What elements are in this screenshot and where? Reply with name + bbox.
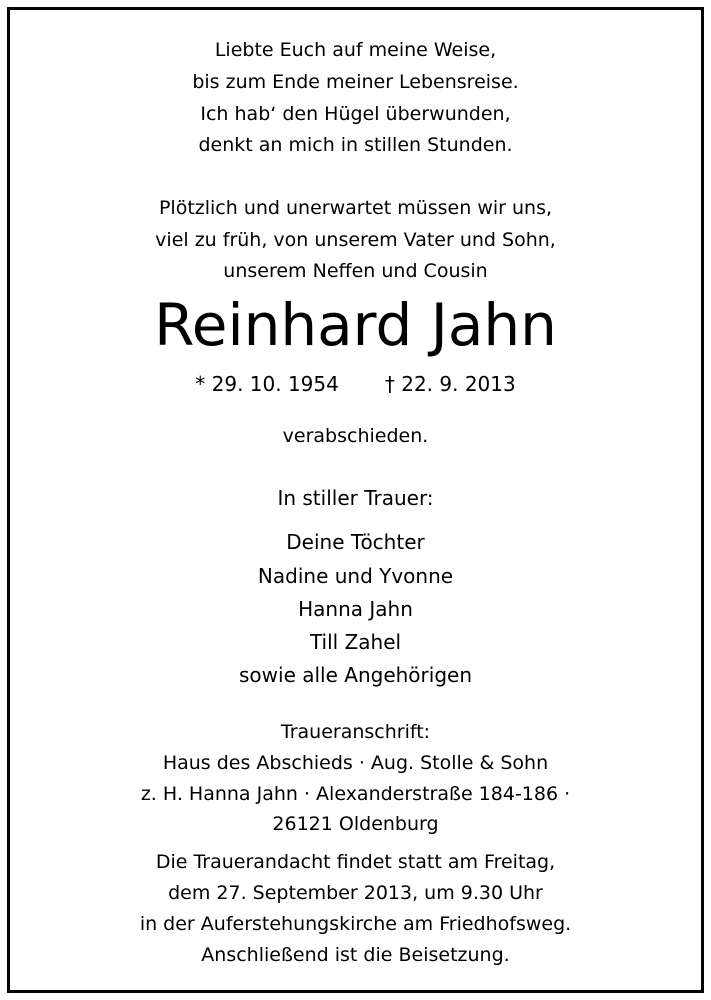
mourning-heading: In stiller Trauer:	[277, 486, 434, 510]
mourner-line: sowie alle Angehörigen	[239, 663, 472, 687]
mourner-line: Nadine und Yvonne	[257, 564, 454, 588]
address-line: Traueranschrift:	[280, 721, 431, 743]
service-line: Anschließend ist die Beisetzung.	[201, 944, 510, 966]
address-line: Haus des Abschieds · Aug. Stolle & Sohn	[162, 752, 549, 774]
intro-line: viel zu früh, von unserem Vater und Sohn,	[155, 229, 556, 251]
farewell-text: verabschieden.	[282, 425, 429, 447]
death-date: † 22. 9. 2013	[384, 372, 516, 396]
deceased-name: Reinhard Jahn	[154, 291, 557, 359]
mourner-line: Hanna Jahn	[298, 597, 413, 621]
poem-line: Ich hab‘ den Hügel überwunden,	[200, 103, 511, 125]
service-line: in der Auferstehungskirche am Friedhofsweg.	[139, 913, 572, 935]
obituary-notice	[7, 7, 704, 993]
service-line: Die Trauerandacht findet statt am Freitag,	[155, 851, 556, 873]
poem-line: Liebte Euch auf meine Weise,	[214, 39, 497, 61]
intro-line: Plötzlich und unerwartet müssen wir uns,	[158, 197, 553, 219]
intro-line: unserem Neffen und Cousin	[223, 260, 488, 282]
address-line: 26121 Oldenburg	[272, 813, 439, 835]
address-line: z. H. Hanna Jahn · Alexanderstraße 184-186 ·	[140, 783, 571, 805]
poem-line: bis zum Ende meiner Lebensreise.	[192, 71, 519, 93]
life-dates	[10, 370, 701, 398]
mourner-line: Deine Töchter	[286, 530, 425, 554]
mourner-line: Till Zahel	[309, 630, 402, 654]
birth-date: * 29. 10. 1954	[195, 372, 339, 396]
service-line: dem 27. September 2013, um 9.30 Uhr	[168, 882, 543, 904]
poem-line: denkt an mich in stillen Stunden.	[198, 134, 513, 156]
